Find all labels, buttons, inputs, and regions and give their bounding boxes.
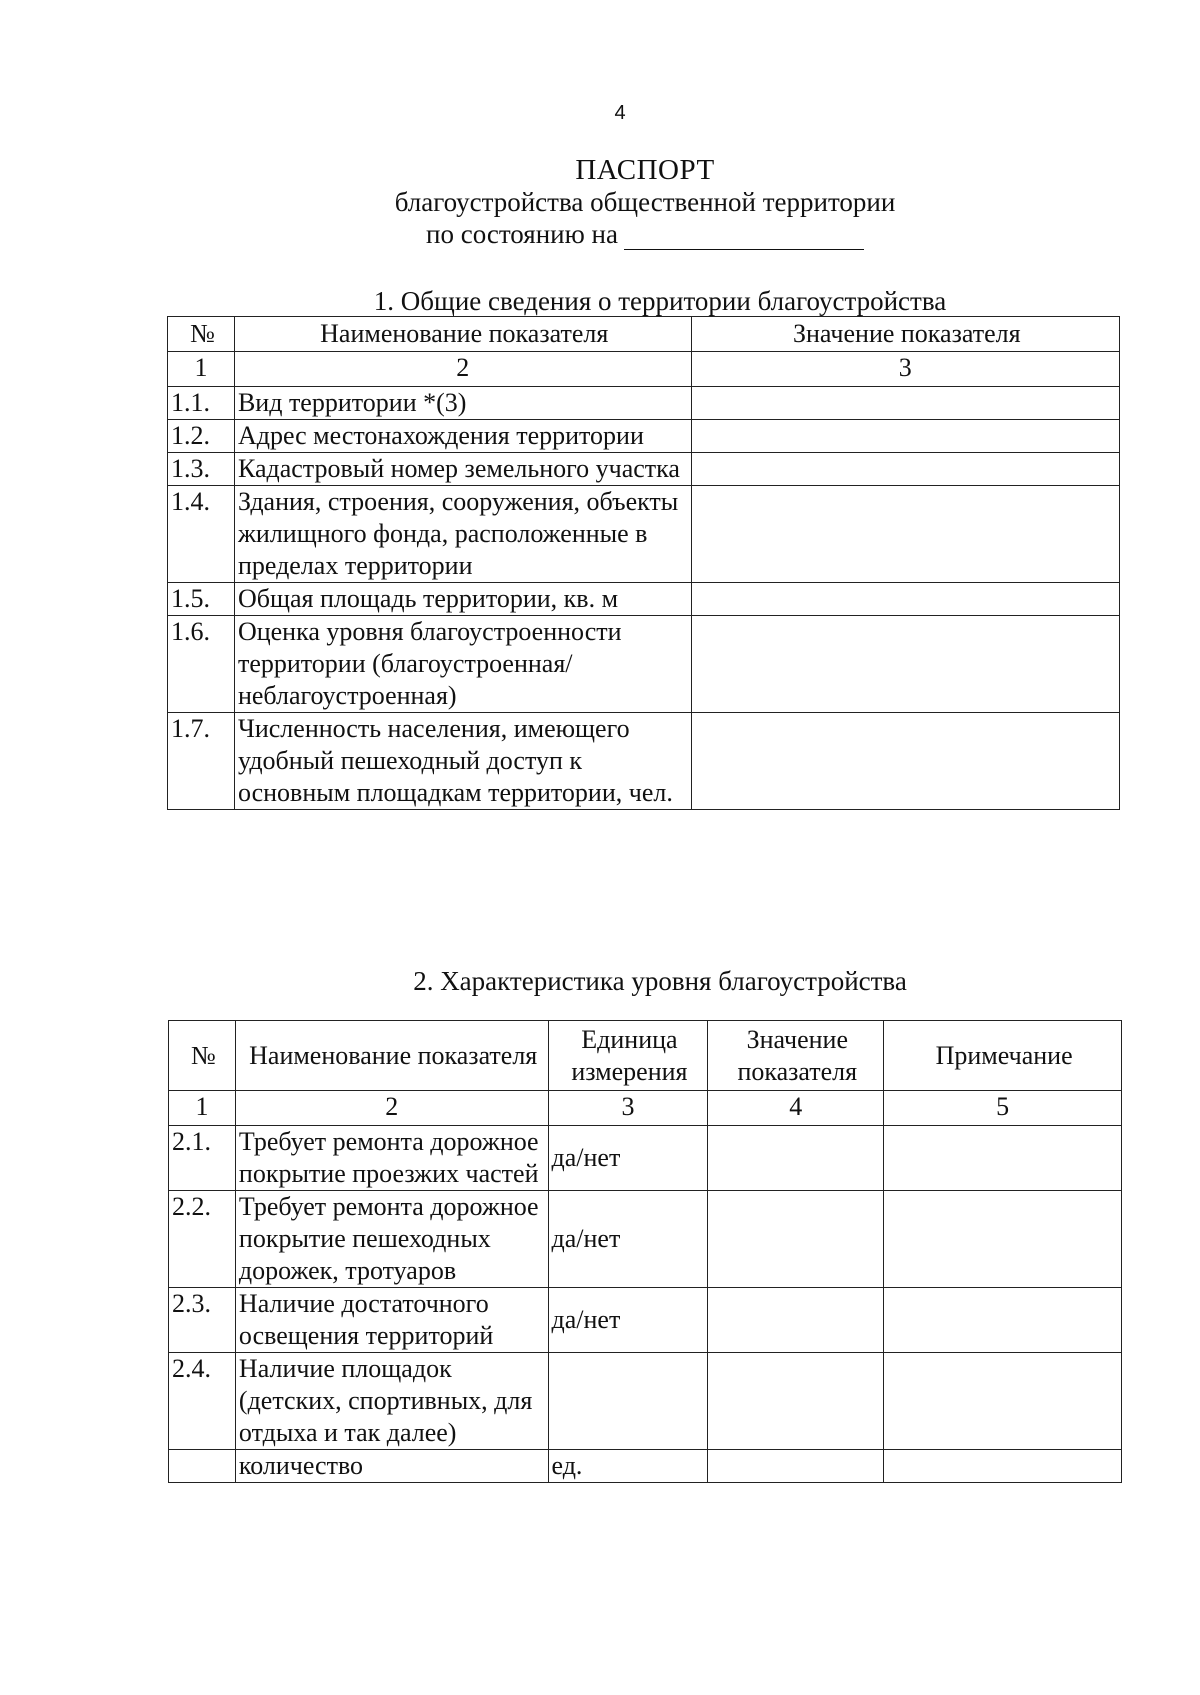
table-row — [168, 453, 1120, 486]
table-row — [168, 616, 1120, 713]
row-unit: ед. — [548, 1450, 708, 1483]
row-indicator-name: Общая площадь территории, кв. м — [234, 583, 691, 616]
table-row — [169, 1288, 1122, 1353]
row-indicator-name: Численность населения, имеющего удобный пешеходный доступ к основным площадкам территории, чел. — [234, 713, 691, 810]
date-blank-field[interactable] — [624, 223, 864, 250]
row-indicator-name: количество — [235, 1450, 548, 1483]
row-value-cell[interactable] — [691, 453, 1119, 486]
table-row — [169, 1353, 1122, 1450]
row-value-cell[interactable] — [691, 486, 1119, 583]
row-value-cell[interactable] — [691, 616, 1119, 713]
row-indicator-name: Вид территории *(3) — [234, 387, 691, 420]
row-number: 1.7. — [168, 713, 235, 810]
col-number: 4 — [708, 1091, 884, 1126]
row-note-cell[interactable] — [884, 1126, 1122, 1191]
table-row — [168, 486, 1120, 583]
row-note-cell[interactable] — [884, 1450, 1122, 1483]
table-row — [168, 387, 1120, 420]
page-number: 4 — [614, 102, 626, 124]
as-of-line — [90, 218, 1200, 250]
row-value-cell[interactable] — [708, 1126, 884, 1191]
row-unit — [548, 1353, 708, 1450]
table-row — [168, 420, 1120, 453]
row-value-cell[interactable] — [708, 1450, 884, 1483]
header-indicator-value: Значение показателя — [708, 1021, 884, 1091]
row-number: 2.4. — [169, 1353, 236, 1450]
table-header-row — [169, 1021, 1122, 1091]
col-number: 3 — [691, 352, 1119, 387]
col-number: 1 — [169, 1091, 236, 1126]
header-indicator-name: Наименование показателя — [235, 1021, 548, 1091]
row-number: 1.2. — [168, 420, 235, 453]
row-unit: да/нет — [548, 1288, 708, 1353]
col-number: 1 — [168, 352, 235, 387]
as-of-label: по состоянию на — [426, 219, 618, 249]
row-note-cell[interactable] — [884, 1353, 1122, 1450]
row-number — [169, 1450, 236, 1483]
column-number-row — [169, 1091, 1122, 1126]
header-note: Примечание — [884, 1021, 1122, 1091]
row-value-cell[interactable] — [691, 387, 1119, 420]
row-value-cell[interactable] — [691, 420, 1119, 453]
header-unit: Единица измерения — [548, 1021, 708, 1091]
col-number: 2 — [235, 1091, 548, 1126]
col-number: 2 — [234, 352, 691, 387]
row-number: 2.2. — [169, 1191, 236, 1288]
row-indicator-name: Здания, строения, сооружения, объекты жилищного фонда, расположенные в пределах территории — [234, 486, 691, 583]
row-indicator-name: Требует ремонта дорожное покрытие проезжих частей — [235, 1126, 548, 1191]
row-value-cell[interactable] — [708, 1353, 884, 1450]
row-value-cell[interactable] — [691, 583, 1119, 616]
row-indicator-name: Наличие площадок (детских, спортивных, для отдыха и так далее) — [235, 1353, 548, 1450]
row-indicator-name: Оценка уровня благоустроенности территории (благоустроенная/ неблагоустроенная) — [234, 616, 691, 713]
col-number: 3 — [548, 1091, 708, 1126]
row-note-cell[interactable] — [884, 1191, 1122, 1288]
general-info-table — [167, 316, 1120, 810]
section1-title: 1. Общие сведения о территории благоустройства — [373, 286, 947, 316]
document-title: ПАСПОРТ — [575, 154, 715, 186]
row-number: 2.1. — [169, 1126, 236, 1191]
section2-title: 2. Характеристика уровня благоустройства — [413, 966, 907, 996]
document-subtitle: благоустройства общественной территории — [394, 187, 896, 217]
row-number: 1.1. — [168, 387, 235, 420]
table-header-row — [168, 317, 1120, 352]
col-number: 5 — [884, 1091, 1122, 1126]
row-indicator-name: Кадастровый номер земельного участка — [234, 453, 691, 486]
row-number: 1.4. — [168, 486, 235, 583]
table-row — [168, 713, 1120, 810]
row-value-cell[interactable] — [708, 1191, 884, 1288]
row-note-cell[interactable] — [884, 1288, 1122, 1353]
row-indicator-name: Наличие достаточного освещения территорий — [235, 1288, 548, 1353]
table-row — [169, 1191, 1122, 1288]
row-number: 1.3. — [168, 453, 235, 486]
row-value-cell[interactable] — [691, 713, 1119, 810]
row-indicator-name: Требует ремонта дорожное покрытие пешеходных дорожек, тротуаров — [235, 1191, 548, 1288]
improvement-level-table — [168, 1020, 1122, 1483]
row-indicator-name: Адрес местонахождения территории — [234, 420, 691, 453]
row-value-cell[interactable] — [708, 1288, 884, 1353]
table-row — [169, 1126, 1122, 1191]
row-unit: да/нет — [548, 1191, 708, 1288]
header-number: № — [168, 317, 235, 352]
header-indicator-value: Значение показателя — [691, 317, 1119, 352]
table-row — [169, 1450, 1122, 1483]
header-indicator-name: Наименование показателя — [234, 317, 691, 352]
row-number: 1.6. — [168, 616, 235, 713]
column-number-row — [168, 352, 1120, 387]
document-title-block — [0, 154, 1200, 250]
row-number: 1.5. — [168, 583, 235, 616]
table-row — [168, 583, 1120, 616]
row-number: 2.3. — [169, 1288, 236, 1353]
row-unit: да/нет — [548, 1126, 708, 1191]
header-number: № — [169, 1021, 236, 1091]
